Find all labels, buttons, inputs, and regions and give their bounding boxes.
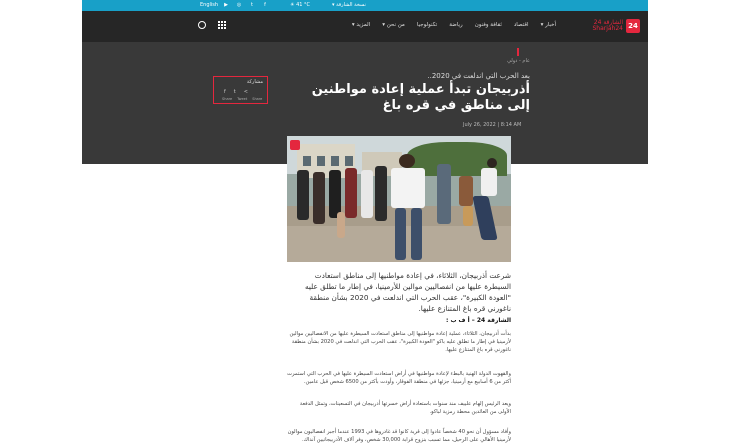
- weather-widget: ☀ 41 °C: [290, 2, 311, 8]
- photo-watermark-icon: [290, 140, 300, 150]
- nav-item-about[interactable]: من نحن ▾: [382, 22, 405, 28]
- article-subtitle: بعد الحرب التي اندلعت في 2020..: [427, 72, 530, 80]
- edition-selector[interactable]: ▾ نسخة الشارقة: [332, 2, 366, 8]
- main-header: [82, 11, 648, 42]
- article-body: [287, 270, 511, 443]
- logo-sub: Sharjah24: [592, 25, 623, 32]
- twitter-icon[interactable]: t: [233, 89, 236, 95]
- share-text-twitter[interactable]: Tweet: [237, 97, 248, 101]
- category-marker: [517, 48, 519, 56]
- article-date: July 26, 2022 | 8:14 AM: [463, 122, 522, 128]
- article-lead: شرعت أذربيجان، الثلاثاء، في إعادة مواطنيها إلى مناطق استعادت السيطرة عليها من انفصاليين موالين للأرمينيا، في إطار ما تطلق عليه "العودة الكبيرة"، عقب الحرب التي اندلعت في 2020 بشأن منطقة ناغورني قره باغ المتنازع عليها.: [304, 271, 511, 313]
- article-paragraph: ويعد الرئيس إلهام علييف منذ سنوات باستعادة أراض خسرتها أذربيجان في التسعينات، وتمثل الدفعة الأولى من العائدين محطة رمزية لباكو.: [299, 401, 511, 415]
- article-paragraph: والقهوت الدولة الهنية بالبطء لإعادة مواطنيها في أراض استعادت السيطرة عليها في الحرب التي استمرت أكثر من 6 أسابيع مع أرمينيا، جزئها في منطقة الفوقار، وأودت بأكثر من 6500 شخص قبل عامين.: [287, 371, 511, 385]
- share-text-generic[interactable]: Share: [252, 97, 263, 101]
- twitter-icon[interactable]: t: [251, 2, 253, 8]
- article-dateline: الشارقة 24 – أ ف ب :: [445, 317, 511, 324]
- share-icon[interactable]: <: [243, 89, 248, 95]
- nav-item-news[interactable]: أخبار ▾: [540, 22, 556, 28]
- share-label: مشاركة: [246, 79, 263, 85]
- logo-text: الشارقة 24: [593, 19, 623, 26]
- instagram-icon[interactable]: ◎: [236, 2, 242, 8]
- share-text-facebook[interactable]: Share: [222, 97, 233, 101]
- search-icon[interactable]: [198, 21, 206, 29]
- article-paragraph: وأفاد مسؤول أن نحو 40 شخصاً عادوا إلى قرية كانوا قد غادروها في 1993 عندما أجبر انفصاليون موالون لأرمينيا الأهالي على الرحيل، مما تسبب بنزوح قرابة 30,000 شخص، وفر آلاف الأذربيجانيين آنذاك.: [287, 429, 511, 443]
- social-links: [222, 1, 269, 9]
- breadcrumb[interactable]: عام - دولي: [507, 58, 530, 64]
- facebook-icon[interactable]: f: [224, 89, 226, 95]
- share-box: [213, 76, 268, 104]
- nav-item-technology[interactable]: تكنولوجيا: [416, 22, 438, 28]
- logo-box: 24: [626, 19, 640, 33]
- facebook-icon[interactable]: f: [264, 2, 266, 8]
- apps-grid-icon[interactable]: [218, 21, 226, 29]
- article-photo: [287, 136, 511, 262]
- youtube-icon[interactable]: ▶: [224, 2, 228, 8]
- article-title: أذربيجان تبدأ عملية إعادة مواطنين إلى مناطق في قره باغ: [311, 82, 530, 113]
- site-logo[interactable]: [592, 16, 640, 36]
- nav-item-sports[interactable]: رياضة: [449, 22, 463, 28]
- nav-item-economy[interactable]: اقتصاد: [513, 22, 529, 28]
- article-paragraph: بدأت أذربيجان، الثلاثاء، عملية إعادة مواطنيها إلى مناطق استعادت السيطرة عليها من الانفصاليين موالين لأرمينيا في إطار ما تطلق عليه باكو "العودة الكبيرة"، عقب الحرب التي اندلعت في 2020 بشأن منطقة ناغورني قره باغ المتنازع عليها.: [289, 331, 511, 353]
- nav-item-culture[interactable]: ثقافة وفنون: [474, 22, 502, 28]
- top-utility-bar: [82, 0, 648, 11]
- nav-item-more[interactable]: المزيد ▾: [351, 22, 371, 28]
- language-link[interactable]: English: [200, 2, 219, 8]
- main-nav: [352, 22, 556, 28]
